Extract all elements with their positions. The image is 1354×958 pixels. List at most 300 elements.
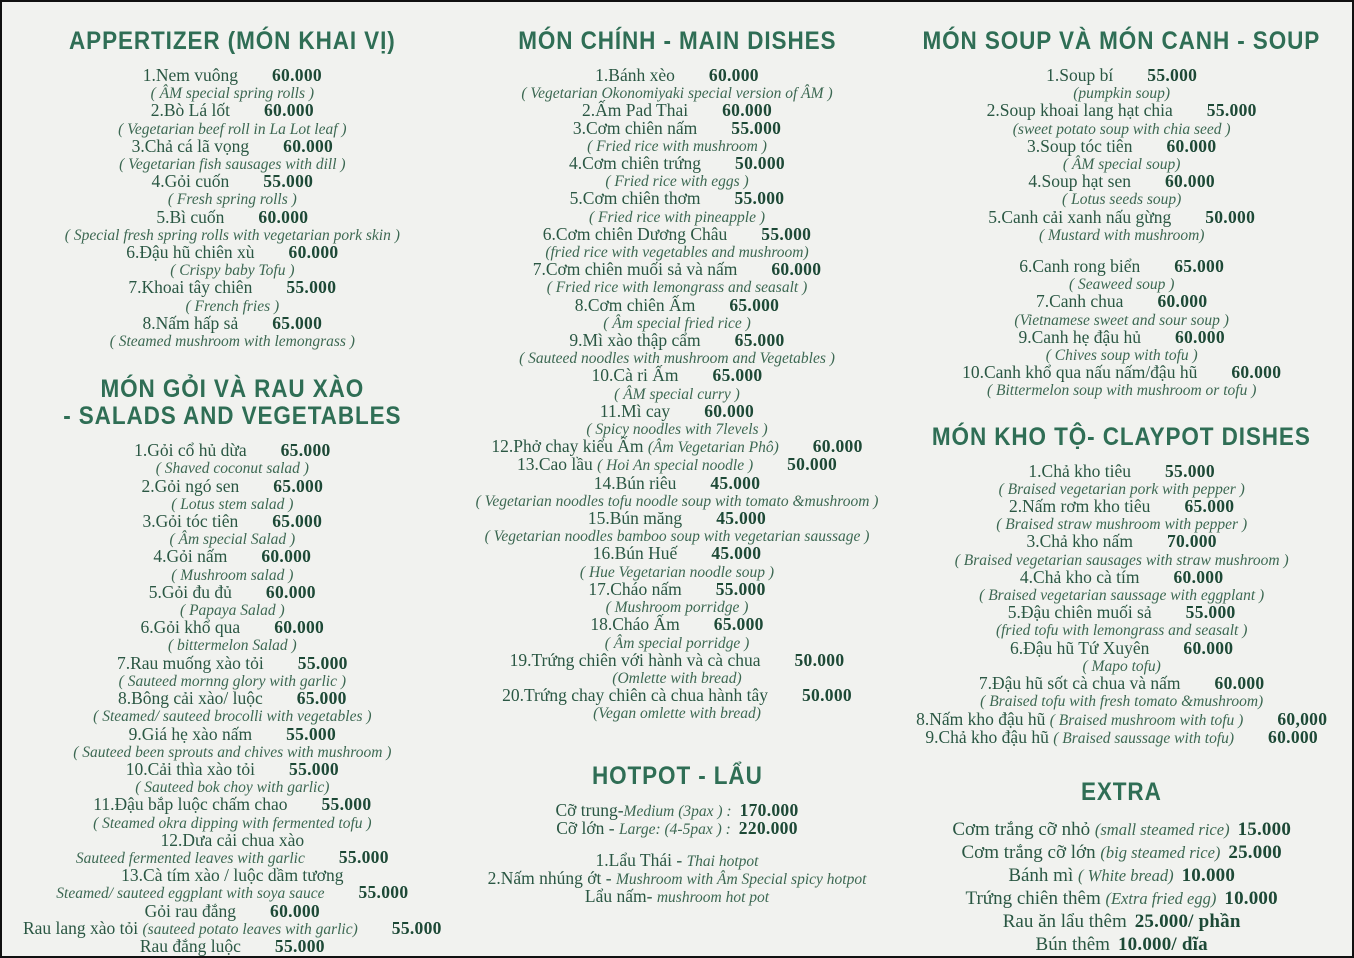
item-name: 3.Chả cá lã vọng <box>131 135 250 156</box>
item-name: Gỏi rau đắng <box>144 900 237 921</box>
menu-line <box>10 619 455 636</box>
menu-line <box>899 498 1344 515</box>
item-name: Bánh mì <box>1008 864 1078 886</box>
menu-line <box>899 293 1344 310</box>
item-price: 60.000 <box>771 259 822 280</box>
section-title-line: EXTRA <box>1081 777 1163 806</box>
menu-line <box>455 472 900 493</box>
menu-line <box>455 704 900 722</box>
menu-line <box>10 155 455 173</box>
section-title-claypot <box>922 424 1322 451</box>
item-price: 55.000 <box>338 846 389 867</box>
menu-line <box>10 530 455 548</box>
menu-line <box>455 261 900 278</box>
item-description: mushroom hot pot <box>656 889 770 907</box>
item-description: ( Steamed okra dipping with fermented tofu ) <box>93 814 372 832</box>
item-description: ( Fried rice with pineapple ) <box>588 208 766 226</box>
item-name: Cỡ trung- <box>555 799 624 820</box>
menu-line <box>899 102 1344 119</box>
item-price: 55.000 <box>761 223 812 244</box>
item-name: Bún thêm <box>1035 933 1110 955</box>
item-price: 220.000 <box>738 817 798 838</box>
item-name: 8.Bông cải xào/ luộc <box>117 688 263 709</box>
item-description: Thai hotpot <box>686 852 759 870</box>
menu-column-left <box>10 28 455 956</box>
item-name: 9.Canh hẹ đậu hủ <box>1018 326 1141 347</box>
menu-line <box>899 135 1344 156</box>
item-description: Sauteed fermented leaves with garlic <box>75 849 305 867</box>
item-name: 2.Bò Lá lốt <box>150 100 230 121</box>
item-description: ( Hue Vegetarian noodle soup ) <box>579 563 775 581</box>
item-description: ( Braised saussage with tofu) <box>1053 729 1235 747</box>
item-description: Mushroom with Âm Special spicy hotpot <box>615 871 867 889</box>
item-description: Large: (4-5pax ) : <box>619 820 731 838</box>
item-description: ( Fried rice with mushroom ) <box>587 137 767 155</box>
item-price: 60.000 <box>263 100 314 121</box>
item-price: 55.000 <box>1206 100 1257 121</box>
menu-line <box>899 726 1344 747</box>
item-price: 60.000 <box>283 135 334 156</box>
menu-section-claypot <box>899 424 1344 747</box>
menu-line <box>455 888 900 906</box>
menu-section-appetizer <box>10 28 455 350</box>
item-price: 65.000 <box>280 440 331 461</box>
item-name: 4.Gỏi nấm <box>153 546 228 567</box>
item-name: 9.Giá hẹ xào nấm <box>128 723 253 744</box>
menu-line <box>899 206 1344 227</box>
menu-line <box>455 67 900 84</box>
item-price: 60.000 <box>1165 171 1215 192</box>
item-price: 60.000 <box>1173 566 1224 587</box>
item-description: ( White bread) <box>1077 865 1174 885</box>
section-title-mains <box>477 28 877 55</box>
item-description: (Vietnamese sweet and sour soup ) <box>1014 311 1229 329</box>
item-name: 7.Rau muống xào tỏi <box>116 652 264 673</box>
menu-line <box>10 690 455 707</box>
item-name: 2.Nấm nhúng ớt - <box>487 868 616 889</box>
item-description: ( Sauteed mornng glory with garlic ) <box>118 672 346 690</box>
item-price: 65.000 <box>729 294 780 315</box>
item-description: ( Seaweed soup ) <box>1068 276 1175 294</box>
item-description: ( Fried rice with lemongrass and seasalt ) <box>546 279 808 297</box>
item-description: (pumpkin soup) <box>1073 85 1171 103</box>
item-name: 1.Chả kho tiêu <box>1028 460 1131 481</box>
item-name: 6.Đậu hũ Tứ Xuyên <box>1010 637 1150 658</box>
menu-line <box>10 935 455 956</box>
item-price: 60.000 <box>265 581 316 602</box>
item-price: 50.000 <box>802 685 852 706</box>
item-price: 65.000 <box>713 614 764 635</box>
menu-line <box>10 758 455 779</box>
item-name: Rau ăn lẩu thêm <box>1002 910 1127 932</box>
item-description: ( Sauteed been sprouts and chives with mushroom ) <box>73 743 392 761</box>
item-name: 12.Dưa cải chua xào <box>160 829 305 850</box>
menu-line <box>899 818 1344 841</box>
menu-section-extra <box>899 779 1344 956</box>
item-description: ( Vegetarian Okonomiyaki special version of ÂM ) <box>521 85 833 103</box>
item-description: ( Vegetarian fish sausages with dill ) <box>119 156 346 174</box>
item-name: 1.Bánh xèo <box>595 65 675 85</box>
menu-line <box>899 67 1344 84</box>
item-price: 25.000 <box>1228 841 1282 863</box>
section-title-line: HOTPOT - LẨU <box>591 761 763 790</box>
item-name: 8.Cơm chiên Ấm <box>574 294 696 315</box>
item-description: ( Mustard with mushroom) <box>1038 226 1205 244</box>
item-price: 50.000 <box>794 649 845 670</box>
item-name: 4.Chả kho cà tím <box>1019 566 1140 587</box>
item-description: (small steamed rice) <box>1094 819 1230 839</box>
item-price: 60.000 <box>704 400 755 421</box>
menu-line <box>455 117 900 138</box>
menu-section-mains <box>455 28 900 723</box>
item-description: ( Steamed mushroom with lemongrass ) <box>109 333 355 351</box>
item-name: 15.Bún măng <box>587 508 683 529</box>
menu-line <box>455 799 900 820</box>
item-description: ( ÂM special curry ) <box>614 385 740 403</box>
item-description: Steamed/ sauteed eggplant with soya sauce <box>56 885 325 903</box>
item-name: 8.Nấm hấp sả <box>142 312 239 333</box>
item-price: 60.000 <box>274 617 325 638</box>
item-description: ( Lotus stem salad ) <box>171 495 294 513</box>
menu-line <box>899 460 1344 481</box>
item-description: ( Braised straw mushroom with pepper ) <box>996 516 1248 534</box>
item-description: ( Shaved coconut salad ) <box>155 460 309 478</box>
menu-section-hotpot <box>455 763 900 907</box>
item-price: 10.000 <box>1224 887 1278 909</box>
item-description: ( Papaya Salad ) <box>180 602 285 620</box>
menu-line <box>10 84 455 102</box>
menu-line <box>10 513 455 530</box>
item-description: Medium (3pax ) : <box>623 802 732 820</box>
item-name: 6.Đậu hũ chiên xù <box>126 242 255 263</box>
item-name: 5.Canh cải xanh nấu gừng <box>988 206 1172 227</box>
section-title-line: MÓN KHO TỘ- CLAYPOT DISHES <box>932 422 1312 451</box>
item-price: 55.000 <box>286 723 337 744</box>
menu-line <box>455 578 900 599</box>
item-description: (fried rice with vegetables and mushroom) <box>545 244 809 262</box>
item-price: 55.000 <box>1147 65 1198 85</box>
item-name: 2.Gỏi ngó sen <box>141 475 240 496</box>
menu-line <box>10 442 455 459</box>
menu-line <box>455 155 900 172</box>
item-name: 1.Soup bí <box>1046 65 1114 85</box>
menu-line <box>455 817 900 838</box>
menu-line <box>455 687 900 704</box>
menu-column-right <box>899 28 1344 956</box>
menu-line <box>899 864 1344 887</box>
menu-line <box>899 910 1344 933</box>
item-description: ( ÂM special spring rolls ) <box>150 85 315 103</box>
item-description: ( Braised tofu with fresh tomato &mushroom) <box>980 693 1264 711</box>
item-name: 5.Bì cuốn <box>156 206 225 227</box>
item-description: (Omlette with bread) <box>612 669 742 687</box>
item-description: ( Special fresh spring rolls with vegetarian pork skin ) <box>64 226 400 244</box>
menu-line <box>455 510 900 527</box>
item-name: 1.Lẩu Thái - <box>595 849 687 870</box>
item-description: ( Âm special fried rice ) <box>603 314 751 332</box>
item-price: 65.000 <box>272 511 323 532</box>
item-name: 17.Cháo nấm <box>588 578 682 599</box>
item-price: 15.000 <box>1237 818 1292 840</box>
item-description: ( Lotus seeds soup) <box>1062 191 1182 209</box>
item-description: ( bittermelon Salad ) <box>167 637 297 655</box>
item-description: ( Âm special porridge ) <box>604 634 750 652</box>
item-name: 7.Đậu hũ sốt cà chua và nấm <box>978 673 1181 694</box>
item-description: (fried tofu with lemongrass and seasalt ) <box>995 622 1248 640</box>
item-price: 60.000 <box>270 900 320 921</box>
item-price: 55.000 <box>321 794 372 815</box>
item-name: 10.Cà ri Ấm <box>591 365 679 386</box>
item-name: 3.Soup tóc tiên <box>1026 135 1133 156</box>
menu-line <box>899 226 1344 244</box>
item-price: 55.000 <box>286 277 337 298</box>
item-price: 65.000 <box>272 312 323 333</box>
item-description: (sauteed potato leaves with garlic) <box>142 920 358 938</box>
item-price: 55.000 <box>734 188 785 209</box>
item-price: 55.000 <box>1164 460 1215 481</box>
menu-line <box>10 279 455 296</box>
item-price: 60.000 <box>1157 291 1208 312</box>
item-name: 5.Gỏi đu đủ <box>148 581 232 602</box>
item-price: 10.000 <box>1181 864 1236 886</box>
item-name: Cỡ lớn - <box>556 817 619 838</box>
item-price: 60.000 <box>261 546 312 567</box>
item-description: ( Braised vegetarian pork with pepper ) <box>998 480 1245 498</box>
item-name: 5.Cơm chiên thơm <box>569 188 701 209</box>
item-description: (big steamed rice) <box>1100 842 1221 862</box>
menu-section-salads <box>10 376 455 955</box>
menu-line <box>899 604 1344 621</box>
item-name: 3.Cơm chiên nấm <box>572 117 698 138</box>
menu-line <box>10 173 455 190</box>
item-description: ( Braised vegetarian sausages with straw mushroom ) <box>954 551 1289 569</box>
item-price: 60.000 <box>1214 673 1265 694</box>
menu-line <box>455 456 900 474</box>
item-price: 65.000 <box>296 688 347 709</box>
menu-line <box>455 400 900 421</box>
menu-line <box>899 637 1344 658</box>
item-name: Cơm trắng cỡ nhỏ <box>952 818 1095 840</box>
item-name: 6.Canh rong biển <box>1019 256 1141 277</box>
menu-line <box>899 887 1344 910</box>
item-name: 14.Bún riêu <box>593 472 677 493</box>
menu-line <box>10 723 455 744</box>
item-name: Trứng chiên thêm <box>965 887 1106 909</box>
menu-line <box>455 385 900 403</box>
item-price: 55.000 <box>274 935 325 956</box>
item-price: 60.000 <box>708 65 759 85</box>
menu-line <box>455 190 900 207</box>
item-price: 60.000 <box>258 206 309 227</box>
item-price: 60.000 <box>272 65 322 85</box>
section-title-extra <box>922 779 1322 806</box>
menu-line <box>899 381 1344 399</box>
menu-line <box>899 258 1344 275</box>
item-name: 1.Nem vuông <box>142 65 238 85</box>
item-price: 55.000 <box>731 117 782 138</box>
section-title-appetizer <box>32 28 432 55</box>
item-description: ( Braised vegetarian saussage with eggplant ) <box>979 587 1265 605</box>
item-price: 50.000 <box>787 454 838 475</box>
item-name: Rau lang xào tỏi <box>22 917 143 938</box>
menu-section-soup <box>899 28 1344 400</box>
item-name: 13.Cao lầu <box>516 454 598 475</box>
item-description: ( Sauteed noodles with mushroom and Vegetables ) <box>519 350 835 368</box>
item-description: ( Sauteed bok choy with garlic) <box>135 779 330 797</box>
section-title-line: MÓN GỎI VÀ RAU XÀO <box>100 375 365 404</box>
item-name: 9.Chả kho đậu hũ <box>925 726 1054 747</box>
menu-line <box>10 206 455 227</box>
item-description: ( Vegetarian noodles bamboo soup with vegetarian saussage ) <box>484 528 870 546</box>
menu-line <box>455 332 900 349</box>
item-name: 6.Gỏi khổ qua <box>140 617 241 638</box>
item-price: 55.000 <box>263 171 314 192</box>
item-name: 11.Đậu bắp luộc chấm chao <box>93 794 288 815</box>
menu-line <box>899 173 1344 190</box>
menu-line <box>455 616 900 633</box>
item-price: 55.000 <box>358 882 409 903</box>
menu-line <box>10 475 455 496</box>
menu-line <box>899 566 1344 587</box>
item-name: 1.Gỏi cổ hủ dừa <box>134 440 247 461</box>
menu-line <box>899 841 1344 864</box>
menu-line <box>10 102 455 119</box>
menu-line <box>10 190 455 208</box>
item-description: ( Braised mushroom with tofu ) <box>1049 711 1244 729</box>
item-price: 55.000 <box>715 578 766 599</box>
item-name: 13.Cà tím xào / luộc dầm tương <box>121 865 344 886</box>
item-description: (Extra fried egg) <box>1105 888 1217 908</box>
item-name: 18.Cháo Ấm <box>590 614 680 635</box>
menu-line <box>10 796 455 813</box>
section-title-line: APPERTIZER (MÓN KHAI VỊ) <box>69 27 396 55</box>
item-price: 60.000 <box>1183 637 1234 658</box>
item-description: ( Steamed/ sauteed brocolli with vegetables ) <box>93 708 372 726</box>
menu-line <box>455 649 900 670</box>
menu-line <box>455 870 900 888</box>
item-name: 8.Nấm kho đậu hũ <box>916 708 1050 729</box>
item-name: 19.Trứng chiên với hành và cà chua <box>509 649 761 670</box>
menu-line <box>10 652 455 673</box>
menu-line <box>10 548 455 565</box>
item-name: 9.Mì xào thập cẩm <box>569 330 701 351</box>
item-name: 16.Bún Huế <box>592 543 678 564</box>
menu-line <box>10 566 455 584</box>
item-price: 60,000 <box>1277 708 1328 729</box>
item-price: 70.000 <box>1166 531 1217 552</box>
item-price: 65.000 <box>1184 496 1235 517</box>
section-title-line: MÓN SOUP VÀ MÓN CANH - SOUP <box>922 27 1321 55</box>
item-price: 60.000 <box>1174 326 1225 347</box>
item-description: ( Mapo tofu) <box>1082 657 1161 675</box>
item-name: 3.Chả kho nấm <box>1026 531 1133 552</box>
item-name: 20.Trứng chay chiên cà chua hành tây <box>502 685 768 706</box>
menu-line <box>10 135 455 156</box>
menu-line <box>899 675 1344 692</box>
item-name: 10.Cải thìa xào tỏi <box>125 758 256 779</box>
item-price: 50.000 <box>735 153 785 174</box>
item-name: 2.Ấm Pad Thai <box>581 100 689 121</box>
item-description: ( Hoi An special noodle ) <box>597 457 754 475</box>
item-price: 60.000 <box>288 242 339 263</box>
item-description: ( French fries ) <box>185 297 280 315</box>
item-description: ( Mushroom salad ) <box>171 566 294 584</box>
item-description: ( Mushroom porridge ) <box>605 599 749 617</box>
item-description: ( Vegetarian beef roll in La Lot leaf ) <box>118 120 347 138</box>
item-name: 4.Cơm chiên trứng <box>569 153 702 174</box>
item-price: 60.000 <box>812 436 863 457</box>
section-title-salads <box>32 376 432 430</box>
item-price: 60.000 <box>1166 135 1217 156</box>
item-name: 11.Mì cay <box>599 400 671 421</box>
item-description: ( Crispy baby Tofu ) <box>170 262 295 280</box>
section-title-hotpot <box>477 763 877 790</box>
item-name: Rau đắng luộc <box>139 935 241 956</box>
item-name: 4.Gỏi cuốn <box>151 171 230 192</box>
item-description: ( Âm special Salad ) <box>169 531 296 549</box>
item-name: 7.Cơm chiên muối sả và nấm <box>532 259 738 280</box>
item-name: 3.Gỏi tóc tiên <box>142 511 239 532</box>
item-price: 60.000 <box>722 100 773 121</box>
item-name: 4.Soup hạt sen <box>1028 171 1131 192</box>
menu-column-middle <box>455 28 900 956</box>
item-price: 55.000 <box>1185 602 1236 623</box>
item-price: 10.000/ dĩa <box>1117 933 1208 955</box>
menu-line <box>899 533 1344 550</box>
item-name: Cơm trắng cỡ lớn <box>961 841 1101 863</box>
menu-line <box>10 332 455 350</box>
item-description: ( Vegetarian noodles tofu noodle soup with tomato &mushroom ) <box>475 492 879 510</box>
section-title-line: - SALADS AND VEGETABLES <box>63 402 402 431</box>
section-title-soup <box>922 28 1322 55</box>
menu-line <box>10 67 455 84</box>
menu-line <box>10 581 455 602</box>
item-price: 65.000 <box>734 330 785 351</box>
menu-line <box>455 294 900 315</box>
item-description: (Âm Vegetarian Phô) <box>647 439 779 457</box>
item-price: 60.000 <box>1231 362 1282 383</box>
item-price: 45.000 <box>710 472 761 493</box>
item-description: ( Bittermelon soup with mushroom or tofu ) <box>986 382 1257 400</box>
item-name: 10.Canh khổ qua nấu nấm/đậu hũ <box>962 362 1198 383</box>
item-name: 7.Canh chua <box>1035 291 1124 312</box>
item-name: 2.Nấm rơm kho tiêu <box>1008 496 1151 517</box>
item-name: 12.Phở chay kiểu Ấm <box>491 436 648 457</box>
item-price: 45.000 <box>716 508 767 529</box>
item-name: 5.Đậu chiên muối sả <box>1007 602 1152 623</box>
item-description: ( Spicy noodles with 7levels ) <box>586 421 768 439</box>
item-description: ( Fried rice with eggs ) <box>605 173 749 191</box>
section-title-line: MÓN CHÍNH - MAIN DISHES <box>517 27 837 55</box>
menu-line <box>455 545 900 562</box>
item-name: 7.Khoai tây chiên <box>128 277 253 298</box>
item-description: (sweet potato soup with chia seed ) <box>1012 120 1231 138</box>
item-price: 55.000 <box>289 758 339 779</box>
item-description: ( ÂM special soup) <box>1062 156 1181 174</box>
item-price: 45.000 <box>711 543 762 564</box>
item-price: 170.000 <box>739 799 799 820</box>
item-description: ( Chives soup with tofu ) <box>1045 347 1198 365</box>
item-price: 25.000/ phần <box>1134 910 1241 932</box>
item-description: (Vegan omlette with bread) <box>593 705 761 723</box>
menu-line <box>899 326 1344 347</box>
item-price: 65.000 <box>712 365 763 386</box>
menu-line <box>455 367 900 384</box>
menu-line <box>455 223 900 244</box>
item-price: 60.000 <box>1268 726 1318 747</box>
item-description: ( Fresh spring rolls ) <box>167 191 297 209</box>
item-price: 65.000 <box>273 475 324 496</box>
